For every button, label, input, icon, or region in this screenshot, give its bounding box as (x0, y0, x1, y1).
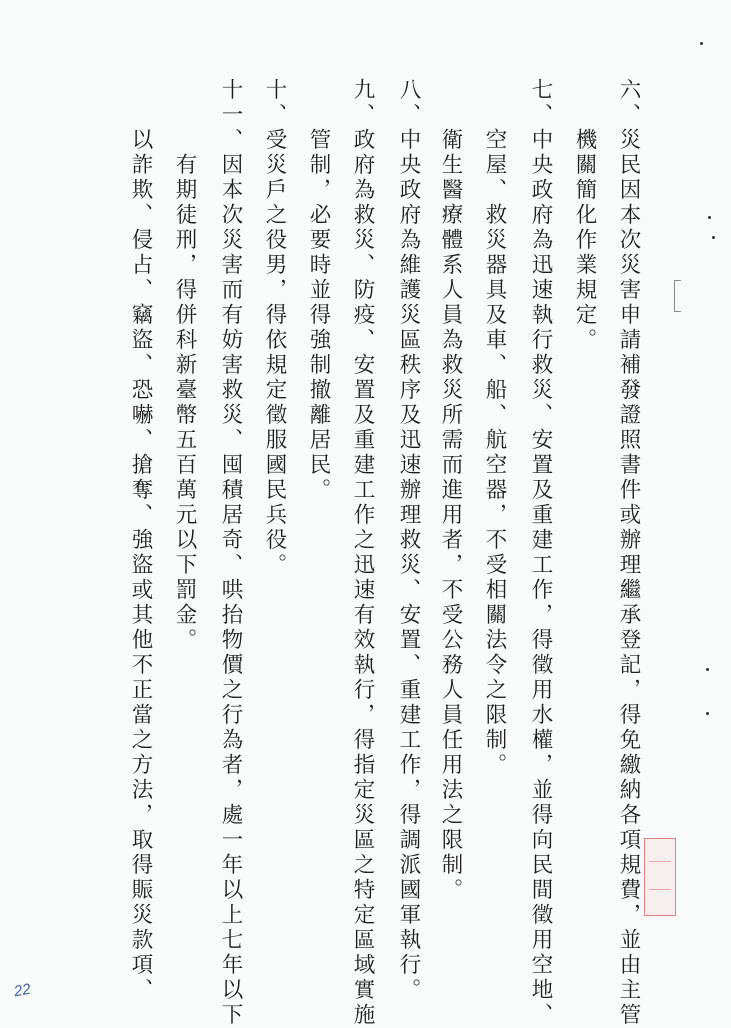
clause-11-line-2: 有期徒刑，得併科新臺幣五百萬元以下罰金。 (172, 78, 197, 653)
clause-7-line-1: 七、中央政府為迅速執行救災、安置及重建工作，得徵用水權，並得向民間徵用空地、 (528, 78, 553, 1028)
clause-9-line-2: 管制，必要時並得強制撤離居民。 (306, 78, 331, 503)
clause-6-line-1: 六、災民因本次災害申請補發證照書件或辦理繼承登記，得免繳納各項規費，並由主管 (616, 78, 641, 1028)
clause-9-line-1: 九、政府為救災、防疫、安置及重建工作之迅速有效執行，得指定災區之特定區域實施 (350, 78, 375, 1028)
scan-speck (700, 42, 703, 45)
clause-6-line-2: 機關簡化作業規定。 (572, 78, 597, 353)
scan-speck (706, 668, 709, 671)
clause-8-line-1: 八、中央政府為維護災區秩序及迅速辦理救災、安置、重建工作，得調派國軍執行。 (396, 78, 421, 1003)
clause-7-line-2: 空屋、救災器具及車、船、航空器，不受相關法令之限制。 (482, 78, 507, 778)
clause-11-line-1: 十一、因本次災害而有妨害救災、囤積居奇、哄抬物價之行為者，處一年以上七年以下 (218, 78, 243, 1028)
margin-bracket (674, 280, 681, 312)
scan-speck (712, 236, 715, 239)
red-seal-stamp (644, 838, 676, 916)
clause-8-line-2: 衛生醫療體系人員為救災所需而進用者，不受公務人員任用法之限制。 (438, 78, 463, 903)
clause-11-line-3: 以詐欺、侵占、竊盜、恐嚇、搶奪、強盜或其他不正當之方法，取得賑災款項、 (128, 78, 153, 1003)
page-number: 22 (12, 980, 33, 1001)
clause-10-line-1: 十、受災戶之役男，得依規定徵服國民兵役。 (262, 78, 287, 578)
scan-speck (708, 216, 711, 219)
scan-speck (706, 712, 709, 715)
